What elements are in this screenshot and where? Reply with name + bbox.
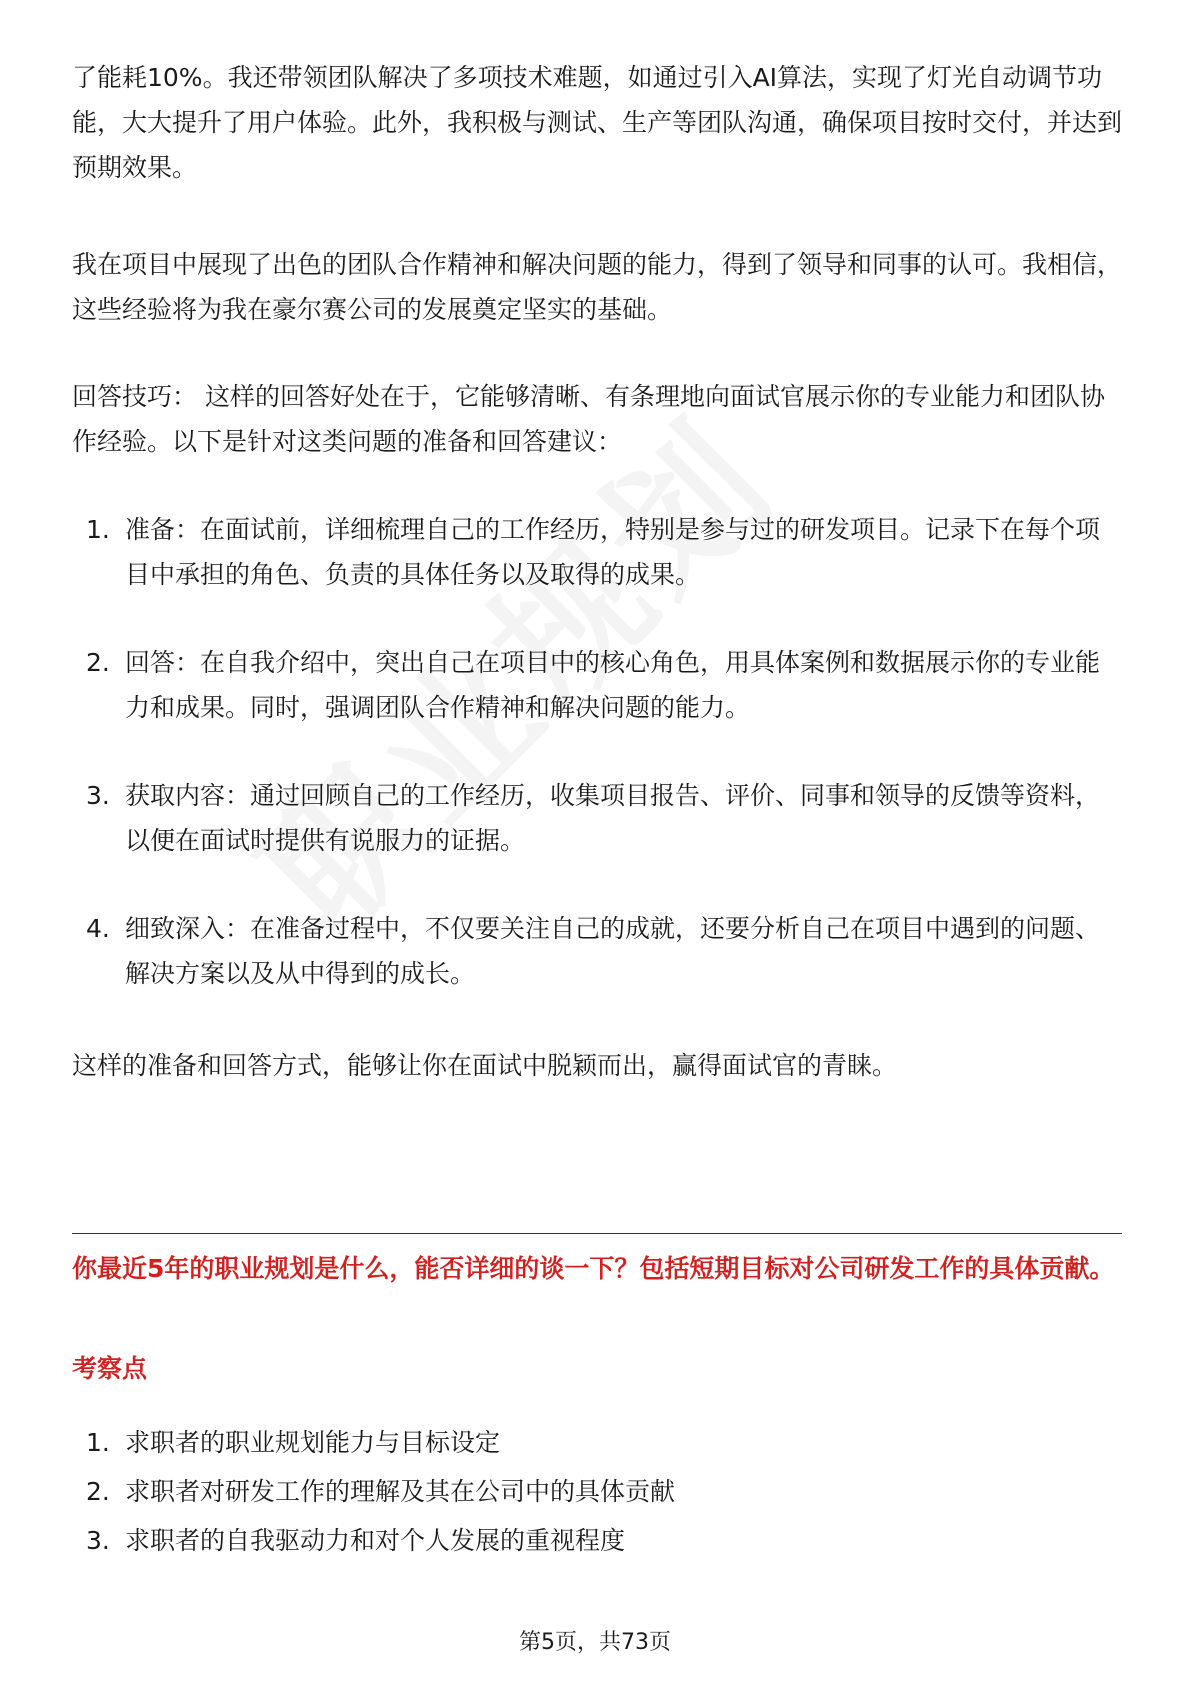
- list-item-text: 准备：在面试前，详细梳理自己的工作经历，特别是参与过的研发项目。记录下在每个项目中承担的角色、负责的具体任务以及取得的成果。: [125, 515, 1101, 589]
- tips-list: [72, 507, 1122, 996]
- list-item-text: 求职者的职业规划能力与目标设定: [125, 1428, 501, 1457]
- list-item: [72, 1467, 1122, 1516]
- list-number: 2.: [86, 1477, 110, 1506]
- list-item: [72, 1418, 1122, 1467]
- list-item: [72, 507, 1122, 597]
- section-divider: [72, 1233, 1122, 1234]
- closing-paragraph: 这样的准备和回答方式，能够让你在面试中脱颖而出，赢得面试官的青睐。: [72, 1051, 898, 1080]
- page-footer: 第5页，共73页: [519, 1630, 671, 1655]
- list-item: [72, 1516, 1122, 1565]
- section-title: 考察点: [72, 1354, 148, 1383]
- list-number: 3.: [86, 781, 110, 810]
- list-item-text: 获取内容：通过回顾自己的工作经历，收集项目报告、评价、同事和领导的反馈等资料，以便在面试时提供有说服力的证据。: [125, 781, 1101, 855]
- list-item-text: 求职者对研发工作的理解及其在公司中的具体贡献: [125, 1477, 676, 1506]
- list-number: 1.: [86, 515, 110, 544]
- list-number: 4.: [86, 914, 110, 943]
- points-list: [72, 1418, 1122, 1565]
- list-item: [72, 773, 1122, 863]
- list-number: 2.: [86, 648, 110, 677]
- paragraph-1: 了能耗10%。我还带领团队解决了多项技术难题，如通过引入AI算法，实现了灯光自动调节功能，大大提升了用户体验。此外，我积极与测试、生产等团队沟通，确保项目按时交付，并达到预期效果。: [72, 63, 1123, 182]
- list-item-text: 回答：在自我介绍中，突出自己在项目中的核心角色，用具体案例和数据展示你的专业能力和成果。同时，强调团队合作精神和解决问题的能力。: [125, 648, 1101, 722]
- list-item: [72, 906, 1122, 996]
- paragraph-2: 我在项目中展现了出色的团队合作精神和解决问题的能力，得到了领导和同事的认可。我相信，这些经验将为我在豪尔赛公司的发展奠定坚实的基础。: [72, 250, 1123, 324]
- paragraph-3: 回答技巧： 这样的回答好处在于，它能够清晰、有条理地向面试官展示你的专业能力和团队协作经验。以下是针对这类问题的准备和回答建议：: [72, 382, 1105, 456]
- list-number: 3.: [86, 1526, 110, 1555]
- question-heading: 你最近5年的职业规划是什么，能否详细的谈一下？包括短期目标对公司研发工作的具体贡献。: [72, 1254, 1115, 1283]
- list-item-text: 细致深入：在准备过程中，不仅要关注自己的成就，还要分析自己在项目中遇到的问题、解决方案以及从中得到的成长。: [125, 914, 1101, 988]
- list-number: 1.: [86, 1428, 110, 1457]
- list-item: [72, 640, 1122, 730]
- list-item-text: 求职者的自我驱动力和对个人发展的重视程度: [125, 1526, 626, 1555]
